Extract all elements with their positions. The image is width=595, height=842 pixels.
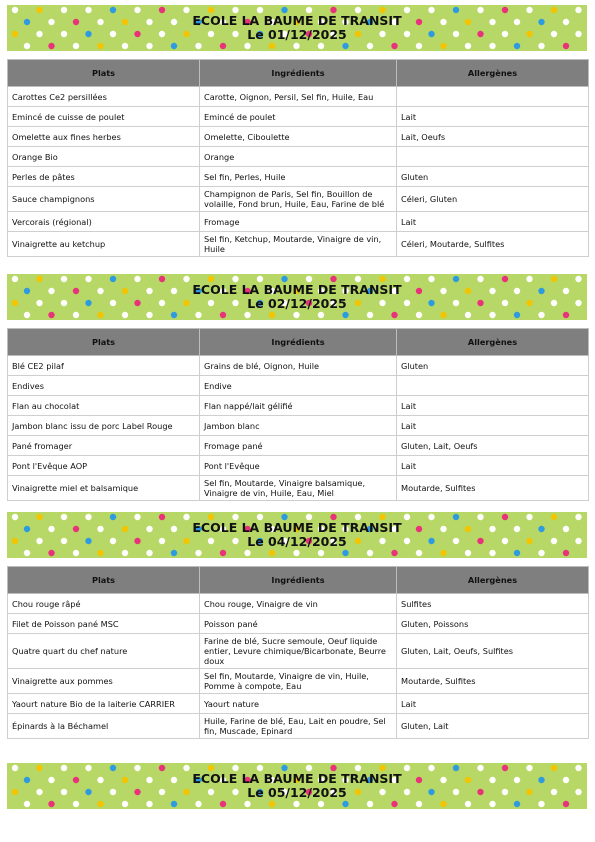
- cell-allergenes: Lait: [397, 694, 589, 714]
- dot: [477, 514, 483, 520]
- dot: [318, 312, 324, 318]
- dot: [244, 801, 250, 807]
- menu-table: [7, 328, 589, 501]
- dot: [220, 43, 226, 49]
- dot: [220, 801, 226, 807]
- table-row: [8, 87, 589, 107]
- dot: [220, 550, 226, 556]
- dot: [183, 276, 189, 282]
- day-date: Le 05/12/2025: [247, 785, 347, 800]
- cell-plat: Flan au chocolat: [8, 396, 200, 416]
- dot: [575, 765, 581, 771]
- dot: [85, 276, 91, 282]
- dot: [48, 550, 54, 556]
- cell-allergenes: Gluten: [397, 356, 589, 376]
- dot: [342, 801, 348, 807]
- dot: [342, 43, 348, 49]
- table-row: [8, 436, 589, 456]
- day-banner: [7, 512, 587, 558]
- dot: [416, 312, 422, 318]
- dot: [97, 43, 103, 49]
- dot: [195, 312, 201, 318]
- dot: [489, 550, 495, 556]
- cell-allergenes: Moutarde, Sulfites: [397, 476, 589, 501]
- cell-ingredients: Jambon blanc: [200, 416, 397, 436]
- cell-plat: Sauce champignons: [8, 187, 200, 212]
- cell-allergenes: Gluten: [397, 167, 589, 187]
- table-row: [8, 694, 589, 714]
- table-row: [8, 416, 589, 436]
- dot: [477, 276, 483, 282]
- dot: [85, 514, 91, 520]
- school-name: ECOLE LA BAUME DE TRANSIT: [192, 13, 402, 28]
- dot: [110, 7, 116, 13]
- dot: [61, 7, 67, 13]
- dot: [97, 801, 103, 807]
- dot: [195, 801, 201, 807]
- cell-plat: Filet de Poisson pané MSC: [8, 614, 200, 634]
- dot: [428, 7, 434, 13]
- cell-plat: Pont l'Evêque AOP: [8, 456, 200, 476]
- dot: [183, 514, 189, 520]
- dot: [538, 43, 544, 49]
- cell-allergenes: Lait: [397, 456, 589, 476]
- cell-plat: Jambon blanc issu de porc Label Rouge: [8, 416, 200, 436]
- cell-allergenes: Lait: [397, 416, 589, 436]
- dot: [159, 7, 165, 13]
- menu-table: [7, 566, 589, 739]
- dot: [48, 312, 54, 318]
- dot: [453, 7, 459, 13]
- cell-plat: Perles de pâtes: [8, 167, 200, 187]
- dot: [61, 765, 67, 771]
- cell-allergenes: Lait: [397, 107, 589, 127]
- dot: [159, 514, 165, 520]
- banner-title: [7, 283, 587, 311]
- cell-ingredients: Champignon de Paris, Sel fin, Bouillon de volaille, Fond brun, Huile, Eau, Farine de blé: [200, 187, 397, 212]
- cell-allergenes: Céleri, Gluten: [397, 187, 589, 212]
- dot: [12, 765, 18, 771]
- dot: [538, 801, 544, 807]
- cell-plat: Quatre quart du chef nature: [8, 634, 200, 669]
- cell-plat: Emincé de cuisse de poulet: [8, 107, 200, 127]
- dot: [489, 43, 495, 49]
- header-plats: Plats: [8, 567, 200, 594]
- dot: [110, 765, 116, 771]
- school-name: ECOLE LA BAUME DE TRANSIT: [192, 520, 402, 535]
- cell-ingredients: Sel fin, Perles, Huile: [200, 167, 397, 187]
- day-banner: [7, 763, 587, 809]
- dot: [453, 765, 459, 771]
- dot: [318, 550, 324, 556]
- dot: [367, 550, 373, 556]
- dot: [575, 276, 581, 282]
- table-row: [8, 356, 589, 376]
- day-banner: [7, 5, 587, 51]
- dot: [85, 7, 91, 13]
- dot: [440, 43, 446, 49]
- cell-ingredients: Carotte, Oignon, Persil, Sel fin, Huile, Eau: [200, 87, 397, 107]
- cell-plat: Endives: [8, 376, 200, 396]
- dot: [171, 312, 177, 318]
- dot: [318, 801, 324, 807]
- dot: [36, 7, 42, 13]
- dot: [134, 765, 140, 771]
- dot: [465, 550, 471, 556]
- cell-plat: Omelette aux fines herbes: [8, 127, 200, 147]
- table-row: [8, 714, 589, 739]
- cell-plat: Blé CE2 pilaf: [8, 356, 200, 376]
- cell-ingredients: Endive: [200, 376, 397, 396]
- header-plats: Plats: [8, 329, 200, 356]
- dot: [48, 801, 54, 807]
- table-row: [8, 594, 589, 614]
- cell-allergenes: Céleri, Moutarde, Sulfites: [397, 232, 589, 257]
- table-row: [8, 614, 589, 634]
- dot: [575, 7, 581, 13]
- table-row: [8, 669, 589, 694]
- day-date: Le 01/12/2025: [247, 27, 347, 42]
- dot: [367, 43, 373, 49]
- dot: [367, 801, 373, 807]
- dot: [36, 765, 42, 771]
- dot: [428, 276, 434, 282]
- table-row: [8, 212, 589, 232]
- dot: [465, 43, 471, 49]
- dot: [453, 276, 459, 282]
- cell-plat: Pané fromager: [8, 436, 200, 456]
- table-row: [8, 396, 589, 416]
- dot: [502, 276, 508, 282]
- table-row: [8, 456, 589, 476]
- dot: [269, 801, 275, 807]
- table-row: [8, 147, 589, 167]
- cell-ingredients: Emincé de poulet: [200, 107, 397, 127]
- dot: [391, 801, 397, 807]
- dot: [134, 276, 140, 282]
- dot: [269, 43, 275, 49]
- dot: [514, 43, 520, 49]
- cell-ingredients: Fromage: [200, 212, 397, 232]
- dot: [404, 7, 410, 13]
- dot: [342, 312, 348, 318]
- dot: [526, 765, 532, 771]
- dot: [551, 7, 557, 13]
- school-name: ECOLE LA BAUME DE TRANSIT: [192, 771, 402, 786]
- header-allergenes: Allergènes: [397, 60, 589, 87]
- dot: [269, 550, 275, 556]
- cell-ingredients: Flan nappé/lait gélifié: [200, 396, 397, 416]
- cell-ingredients: Fromage pané: [200, 436, 397, 456]
- dot: [453, 514, 459, 520]
- cell-ingredients: Sel fin, Moutarde, Vinaigre de vin, Huile, Pomme à compote, Eau: [200, 669, 397, 694]
- cell-plat: Épinards à la Béchamel: [8, 714, 200, 739]
- dot: [293, 550, 299, 556]
- dot: [416, 43, 422, 49]
- dot: [24, 43, 30, 49]
- cell-allergenes: [397, 87, 589, 107]
- dot: [477, 7, 483, 13]
- cell-ingredients: Sel fin, Moutarde, Vinaigre balsamique, Vinaigre de vin, Huile, Eau, Miel: [200, 476, 397, 501]
- dot: [538, 550, 544, 556]
- dot: [465, 801, 471, 807]
- dot: [391, 43, 397, 49]
- cell-ingredients: Grains de blé, Oignon, Huile: [200, 356, 397, 376]
- table-row: [8, 127, 589, 147]
- dot: [171, 550, 177, 556]
- day-date: Le 04/12/2025: [247, 534, 347, 549]
- menu-table: [7, 59, 589, 257]
- table-row: [8, 167, 589, 187]
- dot: [195, 550, 201, 556]
- dot: [367, 312, 373, 318]
- dot: [220, 312, 226, 318]
- table-row: [8, 634, 589, 669]
- dot: [563, 43, 569, 49]
- cell-allergenes: Gluten, Lait, Oeufs: [397, 436, 589, 456]
- dot: [477, 765, 483, 771]
- banner-title: [7, 772, 587, 800]
- cell-plat: Chou rouge râpé: [8, 594, 200, 614]
- cell-allergenes: Gluten, Poissons: [397, 614, 589, 634]
- dot: [73, 43, 79, 49]
- dot: [24, 801, 30, 807]
- dot: [428, 514, 434, 520]
- dot: [122, 801, 128, 807]
- dot: [489, 312, 495, 318]
- day-date: Le 02/12/2025: [247, 296, 347, 311]
- dot: [428, 765, 434, 771]
- cell-plat: Vinaigrette au ketchup: [8, 232, 200, 257]
- cell-ingredients: Huile, Farine de blé, Eau, Lait en poudre, Sel fin, Muscade, Epinard: [200, 714, 397, 739]
- dot: [526, 276, 532, 282]
- dot: [293, 801, 299, 807]
- header-ingredients: Ingrédients: [200, 329, 397, 356]
- dot: [61, 514, 67, 520]
- dot: [391, 312, 397, 318]
- dot: [244, 550, 250, 556]
- cell-ingredients: Omelette, Ciboulette: [200, 127, 397, 147]
- dot: [244, 312, 250, 318]
- dot: [73, 312, 79, 318]
- dot: [36, 514, 42, 520]
- cell-allergenes: [397, 147, 589, 167]
- dot: [122, 550, 128, 556]
- dot: [134, 7, 140, 13]
- dot: [526, 7, 532, 13]
- dot: [146, 550, 152, 556]
- day-banner: [7, 274, 587, 320]
- dot: [318, 43, 324, 49]
- dot: [24, 550, 30, 556]
- header-ingredients: Ingrédients: [200, 567, 397, 594]
- dot: [73, 801, 79, 807]
- dot: [489, 801, 495, 807]
- dot: [73, 550, 79, 556]
- cell-ingredients: Farine de blé, Sucre semoule, Oeuf liquide entier, Levure chimique/Bicarbonate, Beurre doux: [200, 634, 397, 669]
- dot: [36, 276, 42, 282]
- dot: [171, 43, 177, 49]
- dot: [440, 550, 446, 556]
- dot: [12, 276, 18, 282]
- cell-allergenes: Gluten, Lait, Oeufs, Sulfites: [397, 634, 589, 669]
- table-row: [8, 476, 589, 501]
- dot: [502, 514, 508, 520]
- dot: [416, 801, 422, 807]
- cell-ingredients: Pont l'Evêque: [200, 456, 397, 476]
- dot: [551, 514, 557, 520]
- table-row: [8, 187, 589, 212]
- cell-plat: Vinaigrette aux pommes: [8, 669, 200, 694]
- banner-title: [7, 521, 587, 549]
- dot: [440, 312, 446, 318]
- dot: [12, 514, 18, 520]
- dot: [110, 514, 116, 520]
- cell-ingredients: Chou rouge, Vinaigre de vin: [200, 594, 397, 614]
- dot: [269, 312, 275, 318]
- cell-plat: Vinaigrette miel et balsamique: [8, 476, 200, 501]
- table-row: [8, 107, 589, 127]
- dot: [146, 801, 152, 807]
- banner-title: [7, 14, 587, 42]
- dot: [526, 514, 532, 520]
- cell-ingredients: Yaourt nature: [200, 694, 397, 714]
- header-ingredients: Ingrédients: [200, 60, 397, 87]
- dot: [563, 801, 569, 807]
- dot: [134, 514, 140, 520]
- cell-allergenes: Lait: [397, 212, 589, 232]
- dot: [404, 514, 410, 520]
- dot: [85, 765, 91, 771]
- dot: [502, 765, 508, 771]
- cell-plat: Carottes Ce2 persillées: [8, 87, 200, 107]
- cell-ingredients: Sel fin, Ketchup, Moutarde, Vinaigre de vin, Huile: [200, 232, 397, 257]
- dot: [171, 801, 177, 807]
- dot: [440, 801, 446, 807]
- cell-plat: Yaourt nature Bio de la laiterie CARRIER: [8, 694, 200, 714]
- cell-allergenes: [397, 376, 589, 396]
- header-plats: Plats: [8, 60, 200, 87]
- table-row: [8, 376, 589, 396]
- dot: [502, 7, 508, 13]
- dot: [12, 7, 18, 13]
- dot: [183, 7, 189, 13]
- cell-allergenes: Sulfites: [397, 594, 589, 614]
- header-allergenes: Allergènes: [397, 567, 589, 594]
- dot: [465, 312, 471, 318]
- school-name: ECOLE LA BAUME DE TRANSIT: [192, 282, 402, 297]
- dot: [122, 312, 128, 318]
- cell-plat: Orange Bio: [8, 147, 200, 167]
- dot: [391, 550, 397, 556]
- cell-ingredients: Poisson pané: [200, 614, 397, 634]
- dot: [342, 550, 348, 556]
- cell-ingredients: Orange: [200, 147, 397, 167]
- dot: [404, 276, 410, 282]
- cell-allergenes: Lait, Oeufs: [397, 127, 589, 147]
- dot: [293, 43, 299, 49]
- cell-allergenes: Gluten, Lait: [397, 714, 589, 739]
- table-row: [8, 232, 589, 257]
- dot: [293, 312, 299, 318]
- dot: [183, 765, 189, 771]
- dot: [48, 43, 54, 49]
- dot: [97, 550, 103, 556]
- dot: [551, 276, 557, 282]
- dot: [122, 43, 128, 49]
- dot: [61, 276, 67, 282]
- cell-allergenes: Lait: [397, 396, 589, 416]
- dot: [159, 276, 165, 282]
- dot: [244, 43, 250, 49]
- header-allergenes: Allergènes: [397, 329, 589, 356]
- dot: [97, 312, 103, 318]
- dot: [404, 765, 410, 771]
- dot: [563, 312, 569, 318]
- dot: [563, 550, 569, 556]
- dot: [551, 765, 557, 771]
- dot: [146, 43, 152, 49]
- dot: [514, 550, 520, 556]
- dot: [146, 312, 152, 318]
- dot: [538, 312, 544, 318]
- dot: [110, 276, 116, 282]
- dot: [24, 312, 30, 318]
- dot: [575, 514, 581, 520]
- dot: [159, 765, 165, 771]
- dot: [416, 550, 422, 556]
- cell-allergenes: Moutarde, Sulfites: [397, 669, 589, 694]
- dot: [514, 312, 520, 318]
- cell-plat: Vercorais (régional): [8, 212, 200, 232]
- dot: [514, 801, 520, 807]
- dot: [195, 43, 201, 49]
